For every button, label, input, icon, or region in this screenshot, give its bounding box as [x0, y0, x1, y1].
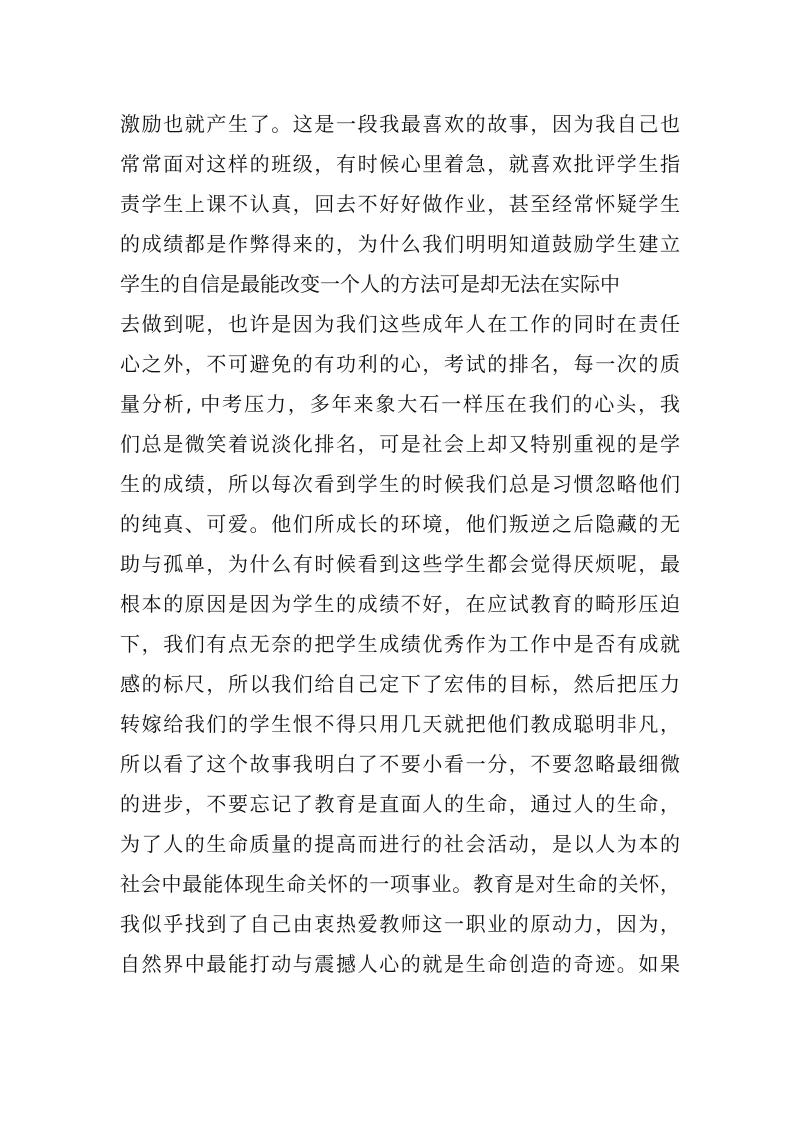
body-text: [120, 104, 680, 984]
text-line: 责学生上课不认真，回去不好好做作业，甚至经常怀疑学生: [120, 192, 680, 216]
text-line: 们总是微笑着说淡化排名，可是社会上却又特别重视的是学: [120, 432, 680, 456]
text-line: 学生的自信是最能改变一个人的方法可是却无法在实际中: [120, 272, 620, 296]
text-line: 所以看了这个故事我明白了不要小看一分，不要忽略最细微: [120, 752, 680, 776]
text-line: 我似乎找到了自己由衷热爱教师这一职业的原动力，因为，: [120, 912, 680, 936]
text-line: 转嫁给我们的学生恨不得只用几天就把他们教成聪明非凡，: [120, 712, 680, 736]
text-line: 量分析, 中考压力，多年来象大石一样压在我们的心头，我: [120, 392, 680, 416]
text-line: 激励也就产生了。这是一段我最喜欢的故事，因为我自己也: [120, 112, 680, 136]
text-line: 的纯真、可爱。他们所成长的环境，他们叛逆之后隐藏的无: [120, 512, 680, 536]
text-line: 助与孤单，为什么有时候看到这些学生都会觉得厌烦呢，最: [120, 552, 680, 576]
text-line: 心之外，不可避免的有功利的心，考试的排名，每一次的质: [120, 352, 680, 376]
text-line: 社会中最能体现生命关怀的一项事业。教育是对生命的关怀，: [120, 872, 680, 896]
text-line: 的进步，不要忘记了教育是直面人的生命，通过人的生命，: [120, 792, 680, 816]
text-line: 感的标尺，所以我们给自己定下了宏伟的目标，然后把压力: [120, 672, 680, 696]
text-line: 为了人的生命质量的提高而进行的社会活动，是以人为本的: [120, 832, 680, 856]
text-line: 根本的原因是因为学生的成绩不好，在应试教育的畸形压迫: [120, 592, 680, 616]
text-line: 去做到呢，也许是因为我们这些成年人在工作的同时在责任: [120, 312, 680, 336]
text-line: 常常面对这样的班级，有时候心里着急，就喜欢批评学生指: [120, 152, 680, 176]
text-line: 的成绩都是作弊得来的，为什么我们明明知道鼓励学生建立: [120, 232, 680, 256]
text-line: 下，我们有点无奈的把学生成绩优秀作为工作中是否有成就: [120, 632, 680, 656]
text-line: 生的成绩，所以每次看到学生的时候我们总是习惯忽略他们: [120, 472, 680, 496]
text-line: 自然界中最能打动与震撼人心的就是生命创造的奇迹。如果: [120, 952, 680, 976]
